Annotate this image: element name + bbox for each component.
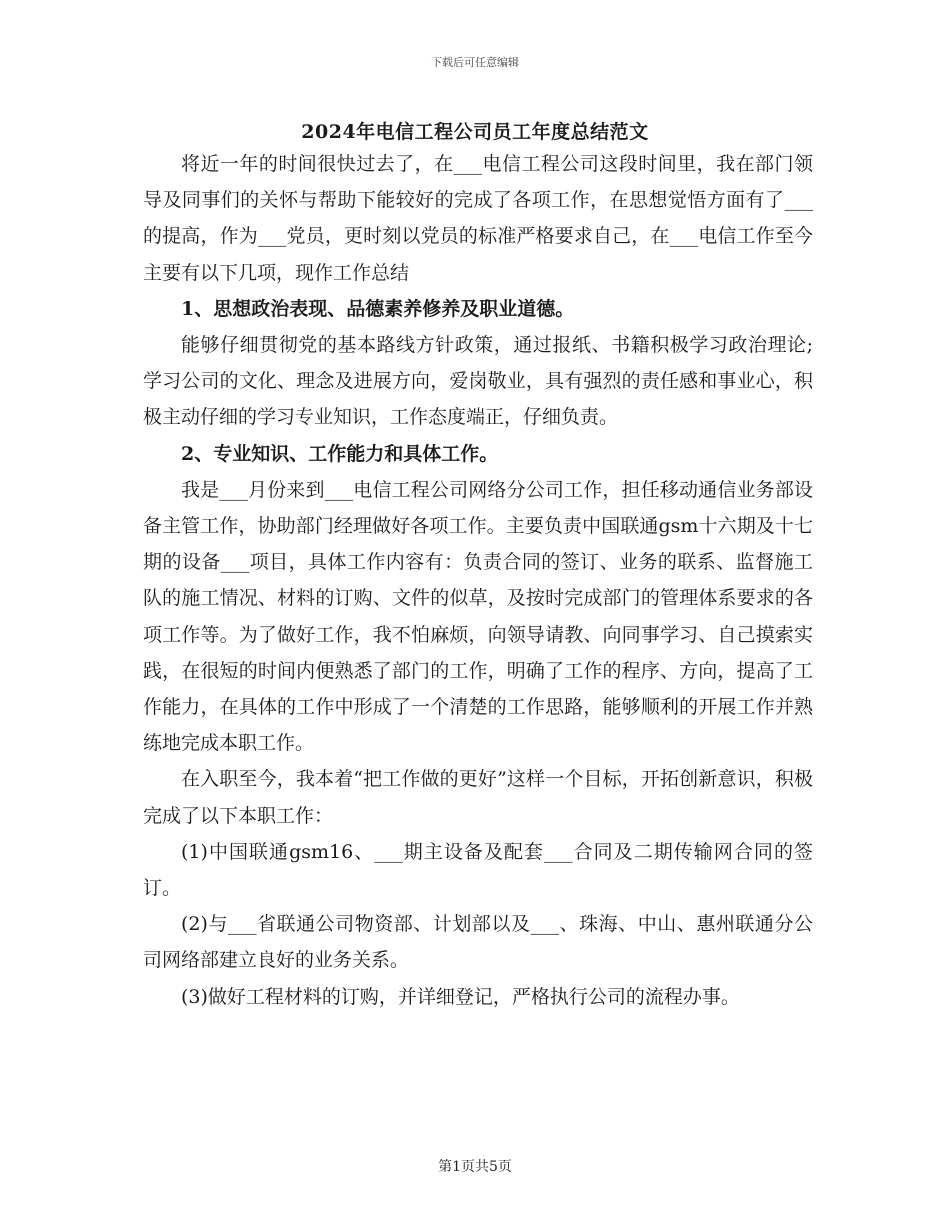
list-item: (1)中国联通gsm16、___期主设备及配套___合同及二期传输网合同的签订。 [143, 840, 813, 900]
section-1-paragraph: 能够仔细贯彻党的基本路线方针政策，通过报纸、书籍积极学习政治理论;学习公司的文化、理念及进展方向，爱岗敬业，具有强烈的责任感和事业心，积极主动仔细的学习专业知识，工作态度端正，仔细负责。 [143, 334, 813, 429]
list-item: (3)做好工程材料的订购，并详细登记，严格执行公司的流程办事。 [181, 985, 740, 1008]
page-number-footer: 第1页共5页 [438, 1159, 512, 1175]
list-item: (2)与___省联通公司物资部、计划部以及___、珠海、中山、惠州联通分公司网络部建立良好的业务关系。 [143, 913, 813, 972]
section-heading-2: 2、专业知识、工作能力和具体工作。 [181, 442, 499, 465]
goals-paragraph: 在入职至今，我本着“把工作做的更好”这样一个目标，开拓创新意识，积极完成了以下本职工作： [143, 768, 813, 827]
document-body [143, 146, 813, 1015]
section-2-paragraph: 我是___月份来到___电信工程公司网络分公司工作，担任移动通信业务部设备主管工作，协助部门经理做好各项工作。主要负责中国联通gsm十六期及十七期的设备___项目，具体工作内容有：负责合同的签订、业务的联系、监督施工队的施工情况、材料的订购、文件的似草，及按时完成部门的管理体系要求的各项工作等。为了做好工作，我不怕麻烦，向领导请教、向同事学习、自己摸索实践，在很短的时间内便熟悉了部门的工作，明确了工作的程序、方向，提高了工作能力，在具体的工作中形成了一个清楚的工作思路，能够顺利的开展工作并熟练地完成本职工作。 [143, 478, 813, 755]
section-heading-1: 1、思想政治表现、品德素养修养及职业道德。 [181, 297, 575, 320]
intro-paragraph: 将近一年的时间很快过去了，在___电信工程公司这段时间里，我在部门领导及同事们的关怀与帮助下能较好的完成了各项工作，在思想觉悟方面有了___的提高，作为___党员，更时刻以党员的标准严格要求自己，在___电信工作至今主要有以下几项，现作工作总结 [143, 153, 813, 284]
download-editable-note: 下载后可任意编辑 [431, 56, 519, 69]
document-title: 2024年电信工程公司员工年度总结范文 [301, 121, 649, 143]
